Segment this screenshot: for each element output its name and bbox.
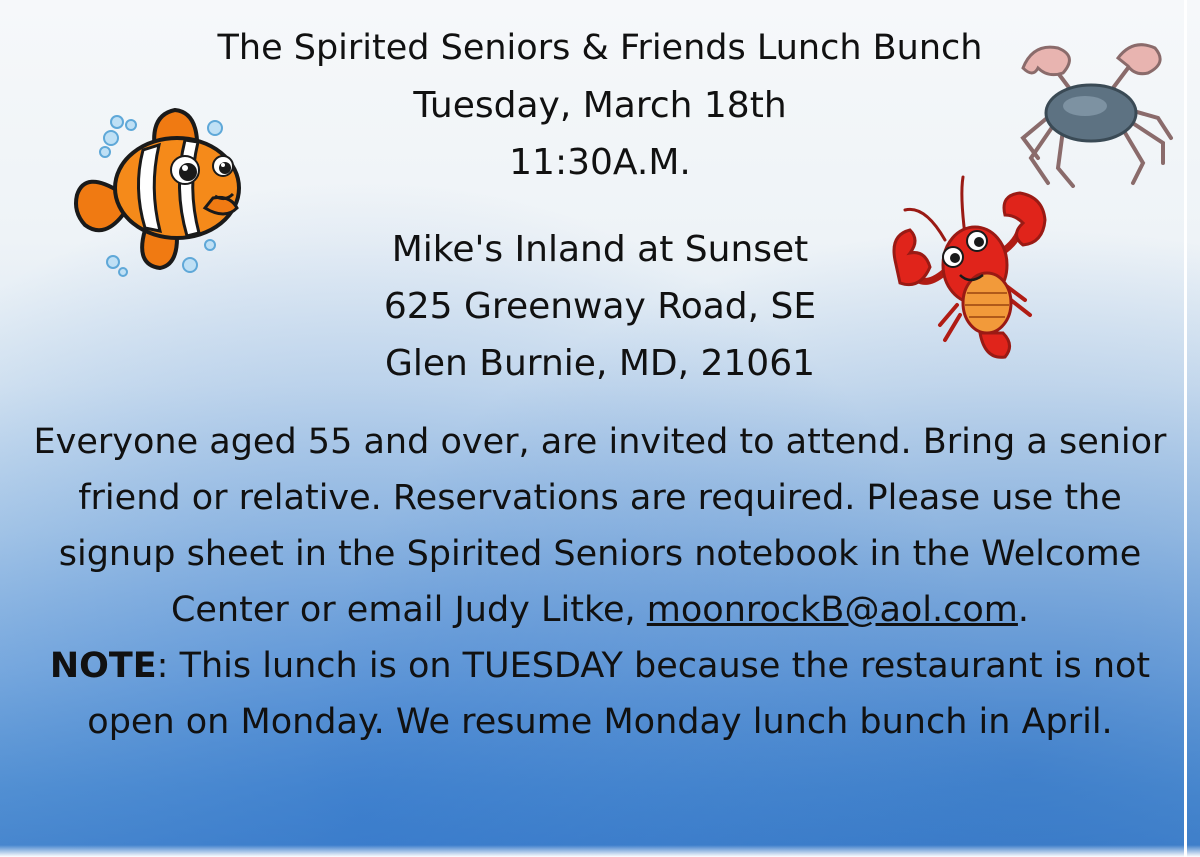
email-suffix: . xyxy=(1017,590,1030,630)
invitation-line-email xyxy=(0,582,1200,638)
crab-icon xyxy=(1003,38,1178,188)
event-title: The Spirited Seniors & Friends Lunch Bunch xyxy=(217,28,983,68)
venue-name: Mike's Inland at Sunset xyxy=(391,229,809,270)
venue-city: Glen Burnie, MD, 21061 xyxy=(384,343,816,384)
note-line: open on Monday. We resume Monday lunch bunch in April. xyxy=(87,702,1113,742)
invitation-text xyxy=(0,414,1200,750)
email-prefix: Center or email Judy Litke, xyxy=(170,590,647,630)
invitation-line: friend or relative. Reservations are required. Please use the xyxy=(78,478,1122,518)
note-text: : This lunch is on TUESDAY because the restaurant is not xyxy=(156,646,1151,686)
venue-street: 625 Greenway Road, SE xyxy=(383,286,817,327)
lobster-icon xyxy=(885,175,1050,365)
clownfish-icon xyxy=(65,100,250,280)
email-link[interactable]: moonrockB@aol.com xyxy=(646,590,1018,630)
bottom-border xyxy=(0,845,1200,857)
event-date: Tuesday, March 18th xyxy=(413,85,787,126)
invitation-line: signup sheet in the Spirited Seniors notebook in the Welcome xyxy=(58,534,1142,574)
note-line xyxy=(0,638,1200,694)
event-time: 11:30A.M. xyxy=(509,142,691,183)
note-label: NOTE xyxy=(49,646,157,686)
right-border xyxy=(1184,0,1187,857)
invitation-line: Everyone aged 55 and over, are invited to attend. Bring a senior xyxy=(33,422,1167,462)
